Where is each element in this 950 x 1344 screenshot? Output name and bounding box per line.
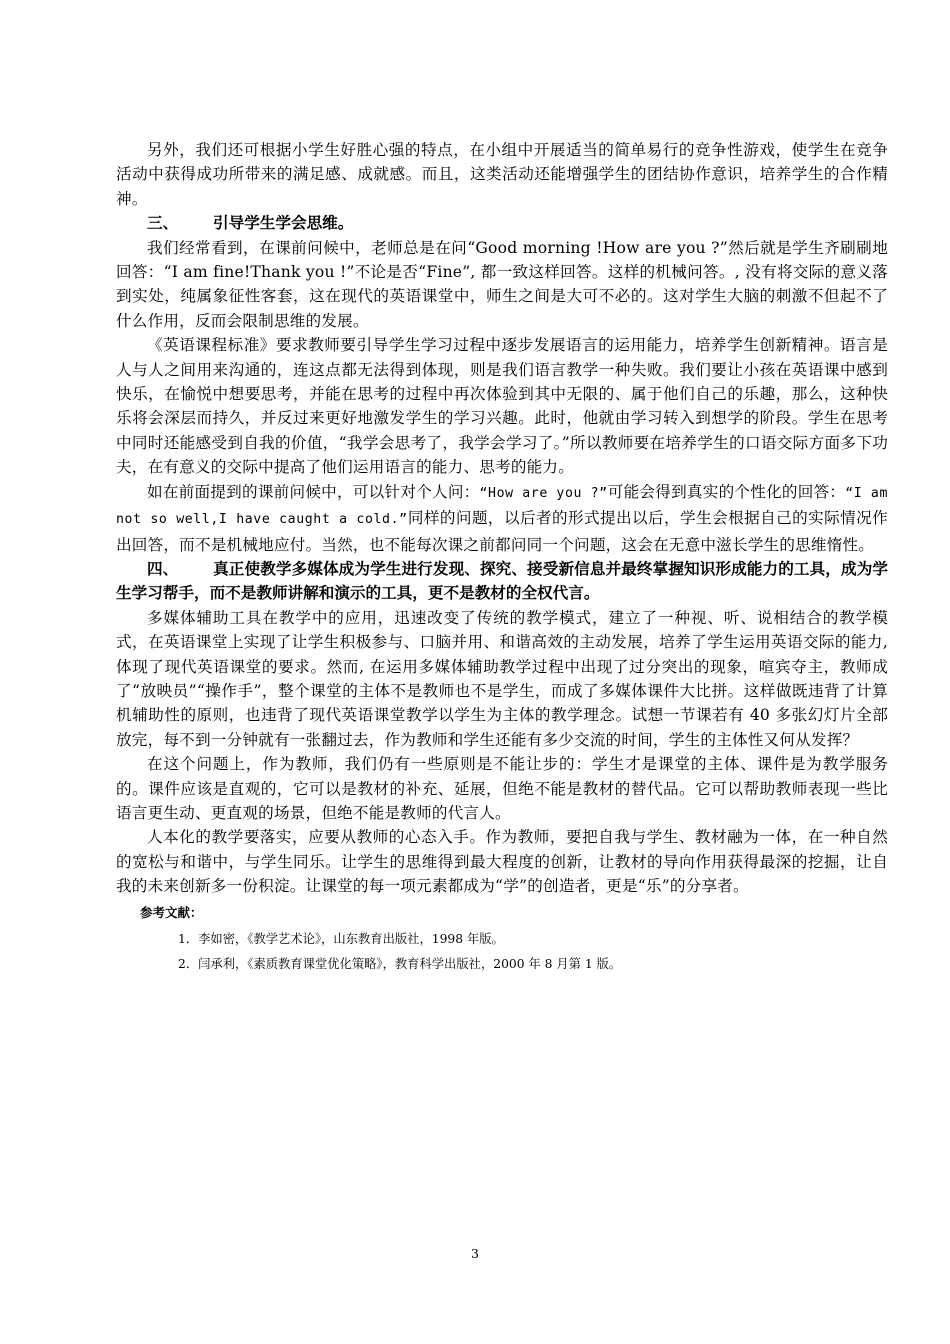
paragraph-greeting: 我们经常看到，在课前问候中，老师总是在问“Good morning !How are you ?”然后就是学生齐刷刷地回答：“I am fine!Thank you !”不论是否“Fine”, 都一致这样回答。这样的机械问答。, 没有将交际的意义落到实处，纯属象征性客套，这在现代的英语课堂中，师生之间是大可不必的。这对学生大脑的刺激不但起不了什么作用，反而会限制思维的发展。 [116,238,888,330]
quoted-question: “How are you ?” [479,485,608,501]
reference-item: 2．闫承利，《素质教育课堂优化策略》，教育科学出版社，2000 年 8 月第 1 版。 [178,956,622,971]
paragraph-personal-question [116,480,888,557]
paragraph-principles: 在这个问题上，作为教师，我们仍有一些原则是不能让步的：学生才是课堂的主体、课件是为教学服务的。课件应该是直观的，它可以是教材的补充、延展，但绝不能是教材的替代品。它可以帮助教师表现一些比语言更生动、更直观的场景，但绝不能是教师的代言人。 [116,755,888,822]
paragraph-humanistic: 人本化的教学要落实，应要从教师的心态入手。作为教师，要把自我与学生、教材融为一体，在一种自然的宽松与和谐中，与学生同乐。让学生的思维得到最大程度的创新，让教材的导向作用获得最深的挖掘，让自我的未来创新多一份积淀。让课堂的每一项元素都成为“学”的创造者，更是“乐”的分享者。 [116,828,888,896]
section-heading-3 [116,211,888,235]
references-title: 参考文献： [140,904,203,920]
section-number: 三、 [147,214,179,233]
text-run: 可能会得到真实的个性化的回答： [607,482,846,501]
text-run: 如在前面提到的课前问候中，可以针对个人问： [147,482,480,501]
paragraph-curriculum-standard: 《英语课程标准》要求教师要引导学生学习过程中逐步发展语言的运用能力，培养学生创新精神。语言是人与人之间用来沟通的，连这点都无法得到体现，则是我们语言教学一种失败。我们要让小孩在英语课中感到快乐，在愉悦中想要思考，并能在思考的过程中再次体验到其中无限的、属于他们自己的乐趣，那么，这种快乐将会深层而持久，并反过来更好地激发学生的学习兴趣。此时，他就由学习转入到想学的阶段。学生在思考中同时还能感受到自我的价值，“我学会思考了，我学会学习了。”所以教师要在培养学生的口语交际方面多下功夫，在有意义的交际中提高了他们运用语言的能力、思考的能力。 [116,336,888,477]
page-number: 3 [471,1246,479,1261]
paragraph-competitive-games: 另外，我们还可根据小学生好胜心强的特点，在小组中开展适当的简单易行的竞争性游戏，使学生在竞争活动中获得成功所带来的满足感、成就感。而且，这类活动还能增强学生的团结协作意识，培养学生的合作精神。 [116,141,888,208]
section-title: 真正使教学多媒体成为学生进行发现、探究、接受新信息并最终掌握知识形成能力的工具，成为学生学习帮手，而不是教师讲解和演示的工具，更不是教材的全权代言。 [116,559,888,603]
section-number: 四、 [147,559,179,578]
page-body [116,138,888,977]
section-title: 引导学生学会思维。 [213,214,354,233]
reference-item: 1．李如密，《教学艺术论》，山东教育出版社，1998 年版。 [178,931,504,946]
references-list [116,927,888,977]
section-heading-4 [116,557,888,606]
paragraph-multimedia: 多媒体辅助工具在教学中的应用，迅速改变了传统的教学模式，建立了一种视、听、说相结合的教学模式，在英语课堂上实现了让学生积极参与、口脑并用、和谐高效的主动发展，培养了学生运用英语交际的能力, 体现了现代英语课堂的要求。然而, 在运用多媒体辅助教学过程中出现了过分突出的现象，喧宾夺主，教师成了“放映员”“操作手”，整个课堂的主体不是教师也不是学生，而成了多媒体课件大比拼。这样做既违背了计算机辅助性的原则，也违背了现代英语课堂教学以学生为主体的教学理念。试想一节课若有 40 多张幻灯片全部放完，每不到一分钟就有一张翻过去，作为教师和学生还能有多少交流的时间，学生的主体性又何从发挥？ [116,608,888,749]
text-run: 同样的问题，以后者的形式提出以后，学生会根据自己的实际情况作出回答，而不是机械地应付。当然，也不能每次课之前都问同一个问题，这会在无意中滋长学生的思维惰性。 [116,509,888,554]
quoted-answer: “I am not so well,I have caught a cold.” [116,485,889,528]
